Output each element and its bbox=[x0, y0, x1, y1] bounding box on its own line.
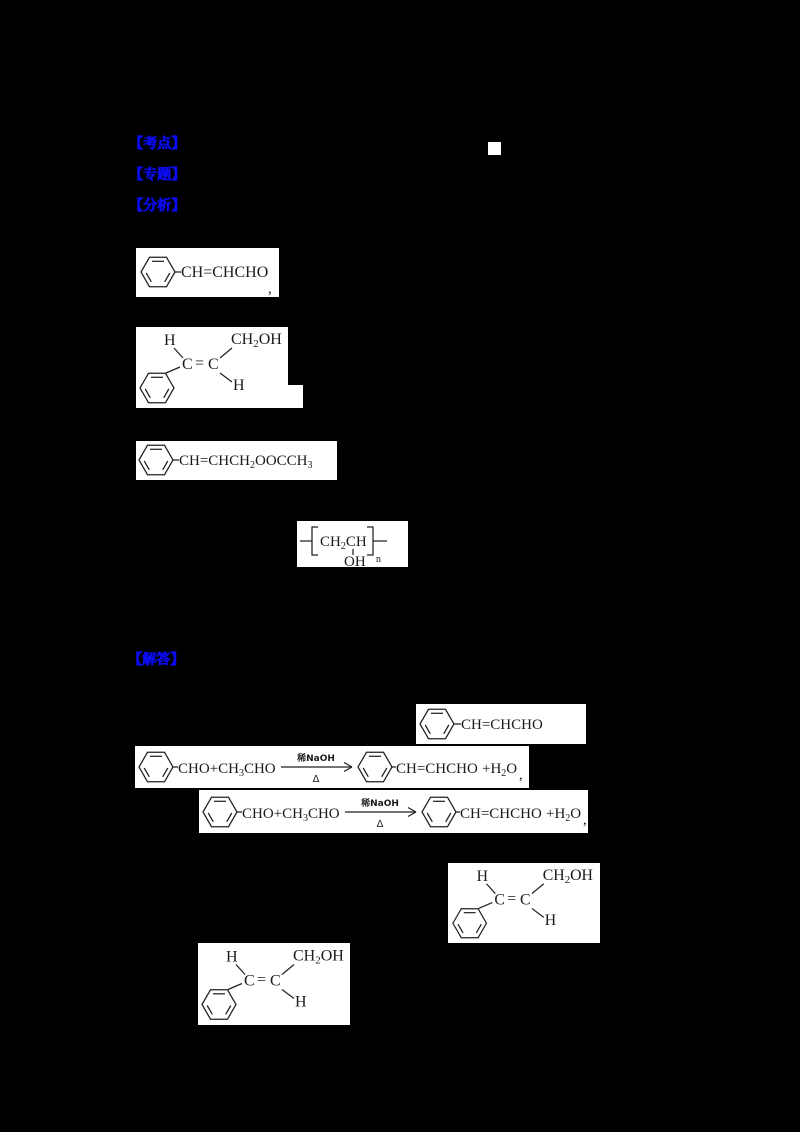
acetate-mid: OOCCH bbox=[254, 453, 308, 469]
structure-cinnamyl-alcohol bbox=[136, 327, 288, 408]
benzene-ring bbox=[202, 990, 236, 1019]
formula-text bbox=[543, 867, 593, 886]
reactants-sub: 3 bbox=[302, 813, 308, 824]
label-exam-point: 【考点】 bbox=[129, 136, 185, 152]
ch2oh-sub: 2 bbox=[253, 338, 259, 350]
arrowhead bbox=[408, 808, 416, 813]
arrowhead bbox=[408, 812, 416, 817]
double-bond-sign: = bbox=[257, 971, 267, 989]
benzene-ring bbox=[422, 797, 456, 826]
bond-line bbox=[282, 990, 294, 999]
water-post: O bbox=[506, 761, 518, 777]
benzene-ring bbox=[203, 797, 237, 826]
reactants-sub: 3 bbox=[238, 768, 244, 779]
reactants-text bbox=[178, 761, 276, 779]
benzene-ring bbox=[358, 752, 392, 781]
reactants-pre: CHO+CH bbox=[242, 806, 303, 822]
structure-cinnamyl-alcohol bbox=[448, 863, 600, 943]
bond-line bbox=[479, 903, 493, 909]
c-atom: C bbox=[208, 356, 219, 373]
c-atom: C bbox=[182, 356, 193, 373]
comma-mark: , bbox=[583, 812, 587, 828]
structure-cinnamyl-acetate bbox=[136, 441, 337, 480]
h-atom: H bbox=[233, 377, 245, 394]
c-atom: C bbox=[244, 972, 255, 990]
structure-cinnamyl-alcohol bbox=[198, 943, 350, 1025]
benzene-ring bbox=[139, 445, 173, 474]
formula-text bbox=[179, 453, 313, 471]
bond-line bbox=[282, 965, 294, 975]
ch2oh-pre: CH bbox=[542, 866, 565, 884]
bond-line bbox=[220, 373, 232, 382]
benzene-ring bbox=[139, 752, 173, 781]
formula-text: CH=CHCHO bbox=[461, 717, 543, 733]
water-sub: 2 bbox=[565, 813, 571, 824]
benzene-ring bbox=[453, 909, 487, 938]
ch2oh-sub: 2 bbox=[564, 873, 571, 886]
structure-cinnamaldehyde bbox=[416, 704, 586, 744]
h-atom: H bbox=[476, 867, 489, 885]
label-analysis: 【分析】 bbox=[129, 198, 185, 214]
arrow-condition-bottom: Δ bbox=[376, 819, 384, 830]
c-atom: C bbox=[494, 891, 505, 909]
acetate-pre: CH=CHCH bbox=[179, 453, 250, 469]
formula-text bbox=[231, 331, 282, 350]
bond-line bbox=[166, 367, 180, 373]
label-answer: 【解答】 bbox=[128, 652, 184, 668]
bond-line bbox=[532, 908, 544, 917]
white-square-artifact bbox=[488, 142, 501, 155]
water-text bbox=[546, 806, 581, 824]
white-patch bbox=[288, 385, 303, 408]
acetate-sub2: 2 bbox=[249, 460, 255, 471]
arrow-condition-bottom: Δ bbox=[312, 774, 320, 785]
reaction-equation-1 bbox=[135, 746, 529, 788]
h-atom: H bbox=[544, 912, 557, 930]
product-text: CH=CHCHO bbox=[460, 806, 542, 822]
comma-mark: , bbox=[268, 281, 272, 297]
water-pre: +H bbox=[482, 761, 502, 777]
arrow-condition-top: 稀NaOH bbox=[361, 799, 399, 809]
benzene-ring bbox=[420, 709, 454, 738]
repeat-subscript: n bbox=[376, 554, 381, 565]
arrowhead bbox=[344, 763, 352, 768]
water-sub: 2 bbox=[501, 768, 507, 779]
comma-mark: , bbox=[519, 767, 523, 783]
bond-line bbox=[220, 348, 232, 358]
product-text: CH=CHCHO bbox=[396, 761, 478, 777]
acetate-sub3: 3 bbox=[307, 460, 313, 471]
pva-pre: CH bbox=[320, 534, 341, 550]
ch2oh-pre: CH bbox=[293, 947, 316, 965]
hydroxyl-text: OH bbox=[344, 554, 366, 567]
water-post: O bbox=[570, 806, 582, 822]
formula-text bbox=[320, 534, 367, 552]
double-bond-sign: = bbox=[195, 355, 205, 372]
formula-text: CH=CHCHO bbox=[181, 264, 269, 281]
ch2oh-post: OH bbox=[320, 947, 344, 965]
water-pre: +H bbox=[546, 806, 566, 822]
arrow-condition-top: 稀NaOH bbox=[297, 754, 335, 764]
ch2oh-pre: CH bbox=[231, 331, 254, 348]
right-bracket bbox=[367, 527, 373, 555]
ch2oh-post: OH bbox=[258, 331, 282, 348]
reactants-text bbox=[242, 806, 340, 824]
double-bond-sign: = bbox=[507, 890, 517, 908]
ch2oh-sub: 2 bbox=[315, 954, 321, 967]
h-atom: H bbox=[295, 993, 307, 1011]
reactants-post: CHO bbox=[243, 761, 276, 777]
benzene-ring bbox=[140, 373, 174, 402]
ch2oh-post: OH bbox=[570, 866, 593, 884]
structure-cinnamaldehyde bbox=[136, 248, 279, 297]
structure-pva-polymer bbox=[297, 521, 408, 567]
arrowhead bbox=[344, 767, 352, 772]
c-atom: C bbox=[270, 972, 281, 990]
benzene-ring bbox=[141, 257, 175, 286]
reaction-equation-2 bbox=[199, 790, 588, 833]
label-topic: 【专题】 bbox=[129, 167, 185, 183]
h-atom: H bbox=[164, 332, 176, 349]
pva-sub: 2 bbox=[340, 541, 346, 552]
left-bracket bbox=[312, 527, 318, 555]
water-text bbox=[482, 761, 517, 779]
h-atom: H bbox=[226, 948, 238, 966]
pva-post: CH bbox=[345, 534, 367, 550]
bond-line bbox=[532, 884, 544, 894]
reactants-post: CHO bbox=[307, 806, 340, 822]
formula-text bbox=[293, 948, 344, 967]
reactants-pre: CHO+CH bbox=[178, 761, 239, 777]
bond-line bbox=[228, 984, 242, 990]
c-atom: C bbox=[520, 891, 531, 909]
